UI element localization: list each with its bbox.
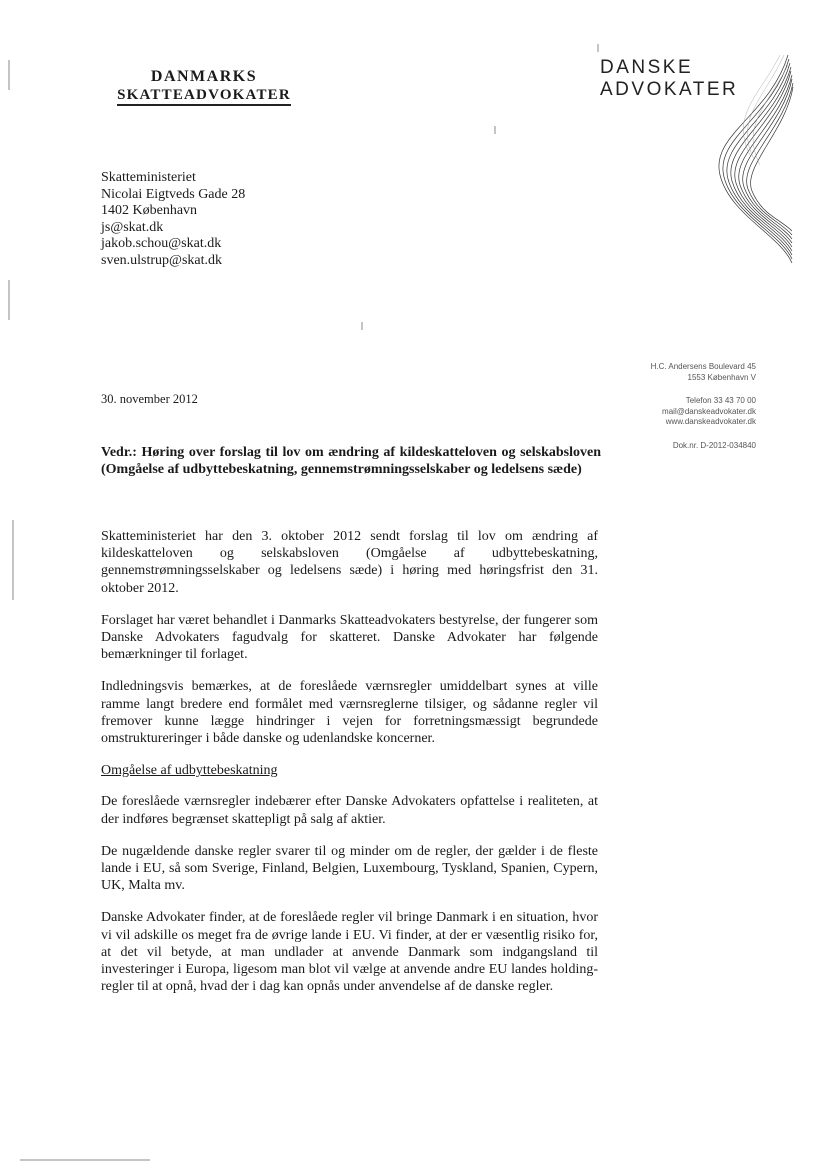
paragraph: Skatteministeriet har den 3. oktober 2012 sendt forslag til lov om ændring af kildeskatteloven og selskabsloven (Omgåelse af udbyttebeskatning, gennemstrømningsselskaber og ledelsens sæde) i høring med høringsfrist den 31. oktober 2012. [101, 529, 598, 596]
letter-body [101, 528, 598, 1010]
section-heading: Omgåelse af udbyttebeskatning [101, 763, 278, 779]
recipient-line: 1402 København [101, 203, 198, 218]
logo-right-line-1: DANSKE [600, 57, 694, 78]
sender-email: mail@danskeadvokater.dk [662, 406, 756, 416]
paragraph: De nugældende danske regler svarer til og minder om de regler, der gælder i de fleste lande i EU, så som Sverige, Finland, Belgien, Luxembourg, Tyskland, Spanien, Cypern, UK, Malta mv. [101, 843, 598, 894]
recipient-line: Nicolai Eigtveds Gade 28 [101, 186, 246, 202]
wave-graphic-icon [700, 55, 795, 270]
sender-phone: Telefon 33 43 70 00 [685, 396, 756, 405]
paragraph: Forslaget har været behandlet i Danmarks Skatteadvokaters bestyrelse, der fungerer som Danske Advokaters fagudvalg for skatteret. Danske Advokater har følgende bemærkninger til forlaget. [101, 612, 598, 663]
recipient-email: sven.ulstrup@skat.dk [101, 252, 222, 268]
recipient-email: jakob.schou@skat.dk [101, 236, 222, 251]
letter-subject: Vedr.: Høring over forslag til lov om ændring af kildeskatteloven og selskabsloven (Omgåelse af udbyttebeskatning, gennemstrømningsselskaber og ledelsens sæde) [101, 445, 601, 477]
paragraph: Indledningsvis bemærkes, at de foreslåede værnsregler umiddelbart synes at ville ramme langt bredere end formålet med værnsreglerne tilsiger, og sådanne regler vil fremover kunne lægge hindringer i vejen for forretningsmæssigt begrundede omstruktureringer i både danske og udenlandske koncerner. [101, 679, 598, 747]
document-number: Dok.nr. D-2012-034840 [672, 440, 756, 450]
recipient-address [101, 170, 245, 269]
danmarks-skatteadvokater-logo [104, 68, 304, 106]
recipient-email: js@skat.dk [101, 219, 164, 235]
sender-address-line: 1553 København V [687, 372, 756, 382]
logo-line-1: DANMARKS [150, 68, 258, 85]
sender-address-line: H.C. Andersens Boulevard 45 [650, 362, 756, 371]
sender-web: www.danskeadvokater.dk [665, 417, 756, 426]
sender-info [610, 362, 756, 451]
letter-date: 30. november 2012 [101, 392, 198, 406]
logo-line-2: SKATTEADVOKATER [117, 87, 291, 106]
paragraph: De foreslåede værnsregler indebærer efter Danske Advokaters opfattelse i realiteten, at der indføres begrænset skattepligt på salg af aktier. [101, 794, 598, 827]
recipient-line: Skatteministeriet [101, 170, 196, 185]
paragraph: Danske Advokater finder, at de foreslåede regler vil bringe Danmark i en situation, hvor vi vil adskille os meget fra de øvrige lande i EU. Vi finder, at der er væsentlig risiko for, at det vil betyde, at man undlader at anvende Danmark som indgangsland til investeringer i Europa, ligesom man blot vil vælge at anvende andre EU landes holding-regler til at opnå, hvad der i dag kan opnås under anvendelse af de danske regler. [101, 910, 598, 995]
logo-right-line-2: ADVOKATER [600, 79, 739, 100]
